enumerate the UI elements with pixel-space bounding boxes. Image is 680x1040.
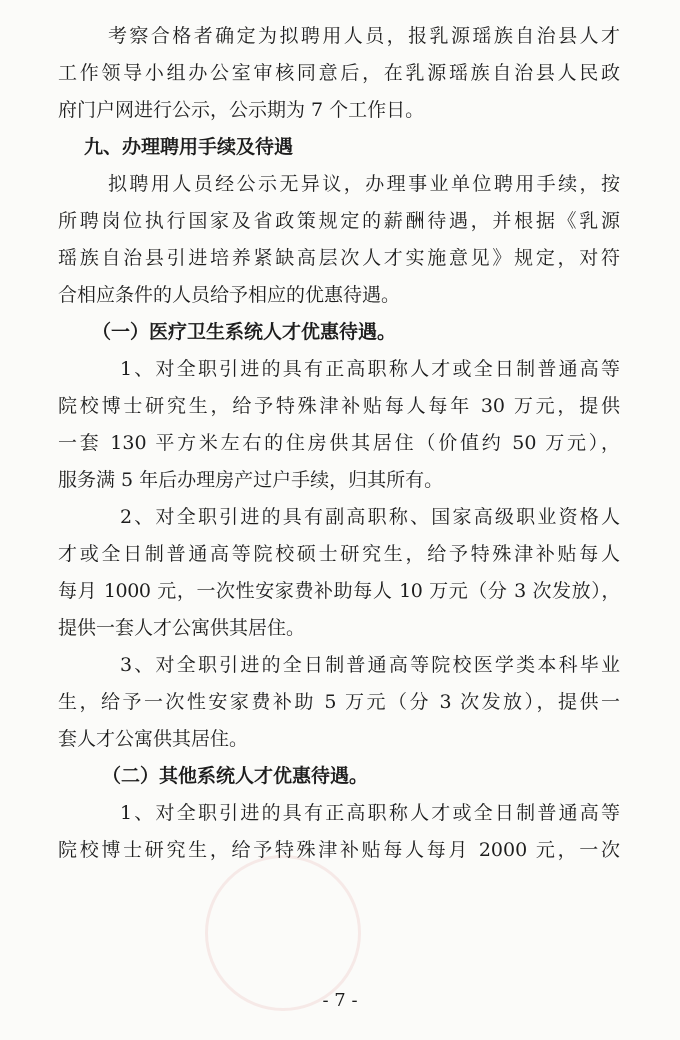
- paragraph-line: 3、对全职引进的全日制普通高等院校医学类本科毕业: [120, 654, 620, 676]
- faded-seal-stamp: [205, 855, 361, 1011]
- paragraph-line: 才或全日制普通高等院校硕士研究生，给予特殊津补贴每人: [58, 543, 620, 565]
- paragraph-line: 2、对全职引进的具有副高职称、国家高级职业资格人: [120, 506, 620, 528]
- paragraph-line: 考察合格者确定为拟聘用人员，报乳源瑶族自治县人才: [108, 25, 620, 47]
- paragraph-line: 1、对全职引进的具有正高职称人才或全日制普通高等: [120, 802, 620, 824]
- paragraph-line: 提供一套人才公寓供其居住。: [58, 617, 306, 639]
- page-number: - 7 -: [322, 990, 358, 1011]
- paragraph-line: 合相应条件的人员给予相应的优惠待遇。: [58, 284, 401, 306]
- section-heading: 九、办理聘用手续及待遇: [84, 136, 294, 158]
- paragraph-line: 瑶族自治县引进培养紧缺高层次人才实施意见》规定，对符: [58, 247, 620, 269]
- paragraph-line: 生，给予一次性安家费补助 5 万元（分 3 次发放），提供一: [58, 691, 620, 713]
- paragraph-line: 服务满 5 年后办理房产过户手续，归其所有。: [58, 469, 444, 491]
- paragraph-line: 所聘岗位执行国家及省政策规定的薪酬待遇，并根据《乳源: [58, 210, 620, 232]
- paragraph-line: 府门户网进行公示，公示期为 7 个工作日。: [58, 99, 425, 121]
- subsection-heading: （一）医疗卫生系统人才优惠待遇。: [92, 321, 397, 343]
- paragraph-line: 院校博士研究生，给予特殊津补贴每人每月 2000 元，一次: [58, 839, 620, 861]
- paragraph-line: 工作领导小组办公室审核同意后，在乳源瑶族自治县人民政: [58, 62, 620, 84]
- paragraph-line: 一套 130 平方米左右的住房供其居住（价值约 50 万元），: [58, 432, 620, 454]
- subsection-heading: （二）其他系统人才优惠待遇。: [102, 765, 369, 787]
- paragraph-line: 套人才公寓供其居住。: [58, 728, 249, 750]
- paragraph-line: 1、对全职引进的具有正高职称人才或全日制普通高等: [120, 358, 620, 380]
- paragraph-line: 拟聘用人员经公示无异议，办理事业单位聘用手续，按: [108, 173, 620, 195]
- paragraph-line: 院校博士研究生，给予特殊津补贴每人每年 30 万元，提供: [58, 395, 620, 417]
- document-body: [58, 18, 620, 869]
- paragraph-line: 每月 1000 元，一次性安家费补助每人 10 万元（分 3 次发放），: [58, 580, 620, 602]
